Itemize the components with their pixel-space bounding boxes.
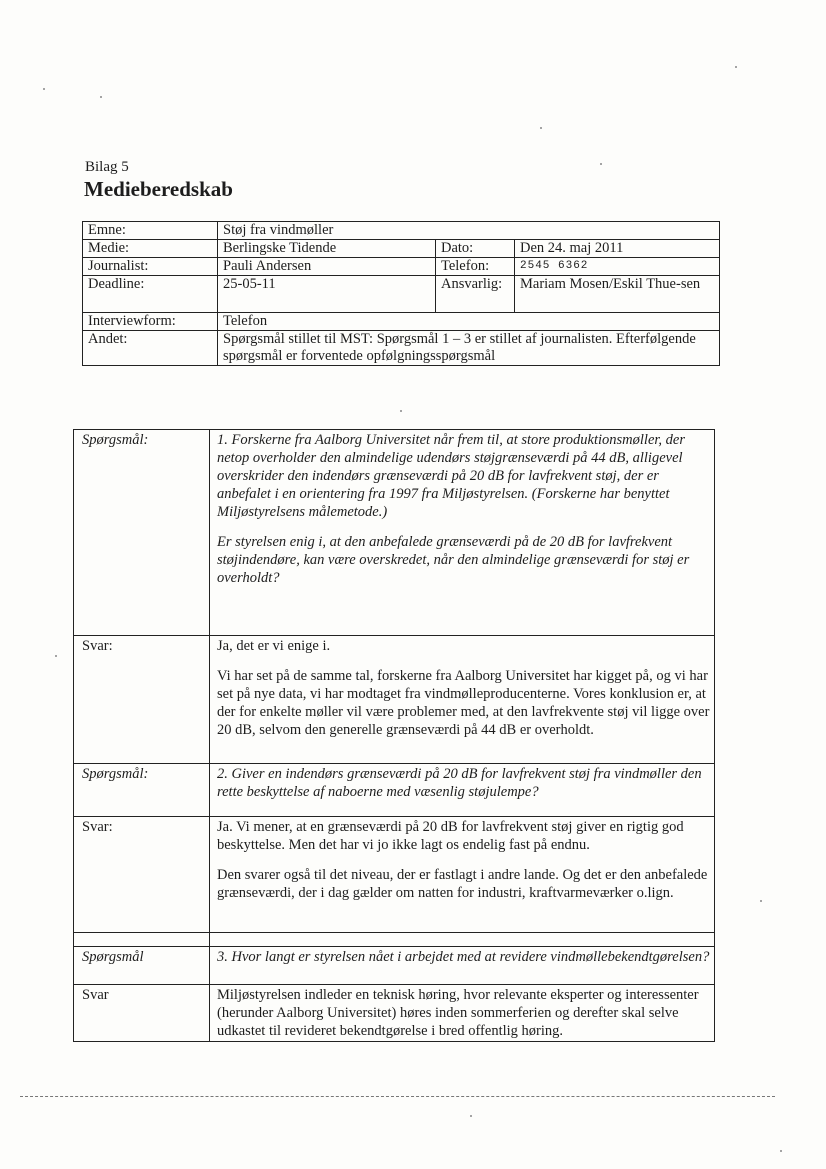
- info-row-interviewform: [83, 313, 720, 331]
- emne-value: Støj fra vindmøller: [218, 222, 720, 240]
- answer-2-text: [210, 817, 715, 933]
- scan-speck: [400, 410, 402, 412]
- questions-answers-table: [73, 429, 715, 1042]
- scan-edge-line: [20, 1096, 775, 1097]
- qa-row-spacer: [74, 933, 715, 947]
- interviewform-value: Telefon: [218, 313, 720, 331]
- qa-row-a3: [74, 985, 715, 1042]
- journalist-label: Journalist:: [83, 258, 218, 276]
- answer-1-label: Svar:: [74, 636, 210, 764]
- question-3-paragraph-1: 3. Hvor langt er styrelsen nået i arbejdet med at revidere vindmøllebekendtgørelsen?: [217, 949, 710, 965]
- answer-2-paragraph-1: Ja. Vi mener, at en grænseværdi på 20 dB for lavfrekvent støj giver en rigtig god beskyttelse. Men det har vi jo ikke lagt os endelig fast på endnu.: [217, 819, 684, 853]
- question-3-label: Spørgsmål: [74, 947, 210, 985]
- appendix-label: Bilag 5: [85, 159, 129, 175]
- scan-speck: [55, 655, 57, 657]
- answer-2-paragraph-2: Den svarer også til det niveau, der er fastlagt i andre lande. Og det er den anbefalede grænseværdi, der i dag gælder om natten for industri, kraftvarmeværker o.lign.: [217, 867, 708, 901]
- question-2-paragraph-1: 2. Giver en indendørs grænseværdi på 20 dB for lavfrekvent støj fra vindmøller den rette beskyttelse af naboerne med væsenlig støjulempe?: [217, 766, 702, 800]
- ansvarlig-value: Mariam Mosen/Eskil Thue-sen: [515, 276, 720, 313]
- media-info-table: [82, 221, 720, 366]
- scan-speck: [470, 1115, 472, 1117]
- scan-speck: [540, 127, 542, 129]
- info-row-andet: [83, 331, 720, 366]
- journalist-value: Pauli Andersen: [218, 258, 436, 276]
- question-1-label: Spørgsmål:: [74, 430, 210, 636]
- ansvarlig-label: Ansvarlig:: [436, 276, 515, 313]
- question-2-text: [210, 764, 715, 817]
- telefon-label: Telefon:: [436, 258, 515, 276]
- qa-row-q2: [74, 764, 715, 817]
- spacer-cell-right: [210, 933, 715, 947]
- question-2-label: Spørgsmål:: [74, 764, 210, 817]
- andet-label: Andet:: [83, 331, 218, 366]
- scan-speck: [43, 88, 45, 90]
- question-1-paragraph-2: Er styrelsen enig i, at den anbefalede grænseværdi på de 20 dB for lavfrekvent støjindendøre, kan være overskredet, når den almindelige grænseværdi for støj er overholdt?: [217, 534, 690, 586]
- scan-speck: [780, 1150, 782, 1152]
- qa-row-a1: [74, 636, 715, 764]
- answer-1-paragraph-2: Vi har set på de samme tal, forskerne fra Aalborg Universitet har kigget på, og vi har set på nye data, vi har modtaget fra vindmølleproducenterne. Vores konklusion er, at der for enkelte møller vil være problemer med, at den lavfrekvente støj vil ligge over 20 dB, selvom den generelle grænseværdi på 44 dB er overholdt.: [217, 668, 710, 738]
- answer-3-label: Svar: [74, 985, 210, 1042]
- emne-label: Emne:: [83, 222, 218, 240]
- andet-value: Spørgsmål stillet til MST: Spørgsmål 1 – 3 er stillet af journalisten. Efterfølgende spørgsmål er forventede opfølgningsspørgsmål: [218, 331, 720, 366]
- qa-row-a2: [74, 817, 715, 933]
- qa-row-q3: [74, 947, 715, 985]
- dato-value: Den 24. maj 2011: [515, 240, 720, 258]
- question-1-paragraph-1: 1. Forskerne fra Aalborg Universitet når frem til, at store produktionsmøller, der netop overholder den almindelige udendørs støjgrænseværdi på 44 dB, alligevel overskrider den indendørs grænseværdi på 20 dB for lavfrekvent støj, der er anbefalet i en orientering fra 1997 fra Miljøstyrelsen. (Forskerne har benyttet Miljøstyrelsens målemetode.): [217, 432, 686, 520]
- answer-2-label: Svar:: [74, 817, 210, 933]
- deadline-label: Deadline:: [83, 276, 218, 313]
- medie-value: Berlingske Tidende: [218, 240, 436, 258]
- scan-speck: [600, 163, 602, 165]
- info-row-deadline: [83, 276, 720, 313]
- scan-speck: [735, 66, 737, 68]
- info-row-journalist: [83, 258, 720, 276]
- answer-3-text: [210, 985, 715, 1042]
- medie-label: Medie:: [83, 240, 218, 258]
- question-3-text: [210, 947, 715, 985]
- page-title: Medieberedskab: [84, 177, 233, 201]
- dato-label: Dato:: [436, 240, 515, 258]
- scan-speck: [760, 900, 762, 902]
- info-row-medie: [83, 240, 720, 258]
- deadline-value: 25-05-11: [218, 276, 436, 313]
- interviewform-label: Interviewform:: [83, 313, 218, 331]
- info-row-emne: [83, 222, 720, 240]
- qa-row-q1: [74, 430, 715, 636]
- scan-speck: [100, 96, 102, 98]
- answer-1-text: [210, 636, 715, 764]
- answer-3-paragraph-1: Miljøstyrelsen indleder en teknisk høring, hvor relevante eksperter og interessenter (herunder Aalborg Universitet) høres inden sommerferien og derefter skal selve udkastet til revideret bekendtgørelse i bred offentlig høring.: [217, 987, 699, 1039]
- answer-1-paragraph-1: Ja, det er vi enige i.: [217, 638, 331, 654]
- question-1-text: [210, 430, 715, 636]
- spacer-cell-left: [74, 933, 210, 947]
- telefon-value: 2545 6362: [515, 258, 720, 276]
